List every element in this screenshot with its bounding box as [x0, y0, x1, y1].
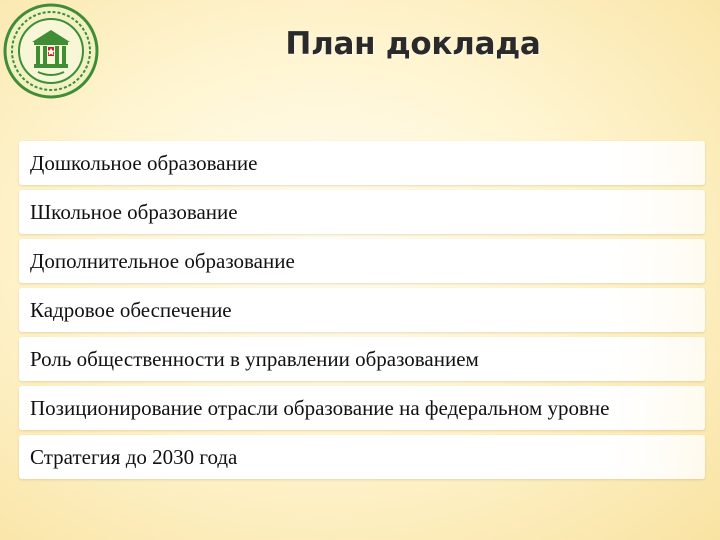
- slide-title: План доклада: [285, 26, 541, 62]
- agenda-item-federal-positioning: Позиционирование отрасли образование на федеральном уровне: [19, 386, 705, 430]
- agenda-item-preschool: Дошкольное образование: [19, 141, 705, 185]
- agenda-item-school: Школьное образование: [19, 190, 705, 234]
- agenda-item-staffing: Кадровое обеспечение: [19, 288, 705, 332]
- ministry-emblem-icon: [2, 2, 100, 100]
- agenda-list: [19, 141, 705, 484]
- agenda-item-strategy-2030: Стратегия до 2030 года: [19, 435, 705, 479]
- agenda-item-public-role: Роль общественности в управлении образованием: [19, 337, 705, 381]
- agenda-item-additional: Дополнительное образование: [19, 239, 705, 283]
